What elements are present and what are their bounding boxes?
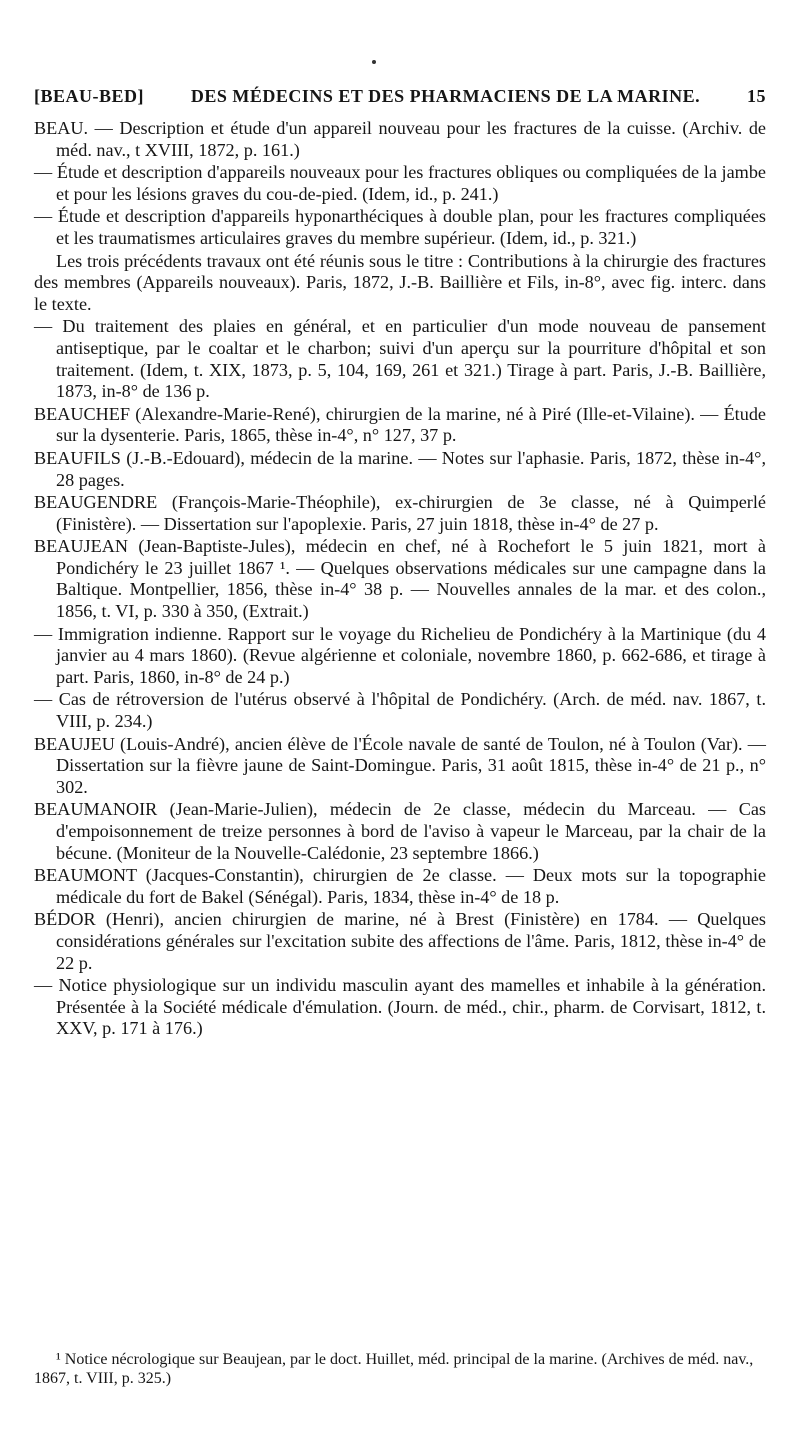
entry: BEAU. — Description et étude d'un appareil nouveau pour les fractures de la cuisse. (Archiv. de méd. nav., t XVIII, 1872, p. 161.)	[34, 118, 766, 160]
header-range: [BEAU-BED]	[34, 86, 145, 106]
entry: — Notice physiologique sur un individu masculin ayant des mamelles et inhabile à la génération. Présentée à la Société médicale d'émulation. (Journ. de méd., chir., pharm. de Corvisart, 1812, t. XXV, p. 171 à 176.)	[34, 975, 766, 1039]
header-title: DES MÉDECINS ET DES PHARMACIENS DE LA MARINE.	[190, 86, 701, 106]
running-header	[34, 86, 766, 107]
entry: — Immigration indienne. Rapport sur le voyage du Richelieu de Pondichéry à la Martinique (du 4 janvier au 4 mars 1860). (Revue algérienne et coloniale, novembre 1860, p. 662-686, et tirage à part. Paris, 1860, in-8° de 24 p.)	[34, 623, 766, 687]
entry: — Étude et description d'appareils hyponarthéciques à double plan, pour les fractures compliquées et les traumatismes articulaires graves du membre supérieur. (Idem, id., p. 321.)	[34, 206, 766, 248]
entry: BEAUCHEF (Alexandre-Marie-René), chirurgien de la marine, né à Piré (Ille-et-Vilaine). — Étude sur la dysenterie. Paris, 1865, thèse in-4°, n° 127, 37 p.	[34, 403, 766, 446]
entry: Les trois précédents travaux ont été réunis sous le titre : Contributions à la chirurgie des fractures des membres (Appareils nouveaux). Paris, 1872, J.-B. Baillière et Fils, in-8°, avec fig. interc. dans le texte.	[34, 250, 766, 314]
entry: — Cas de rétroversion de l'utérus observé à l'hôpital de Pondichéry. (Arch. de méd. nav. 1867, t. VIII, p. 234.)	[34, 689, 766, 732]
entry: — Du traitement des plaies en général, et en particulier d'un mode nouveau de pansement antiseptique, par le coaltar et le charbon; suivi d'un aperçu sur la pourriture d'hôpital et son traitement. (Idem, t. XIX, 1873, p. 5, 104, 169, 261 et 321.) Tirage à part. Paris, J.-B. Baillière, 1873, in-8° de 136 p.	[34, 316, 766, 402]
entry: BEAUJEU (Louis-André), ancien élève de l'École navale de santé de Toulon, né à Toulon (Var). — Dissertation sur la fièvre jaune de Saint-Domingue. Paris, 31 août 1815, thèse in-4° de 21 p., n° 302.	[34, 733, 766, 797]
entry: BEAUGENDRE (François-Marie-Théophile), ex-chirurgien de 3e classe, né à Quimperlé (Finistère). — Dissertation sur l'apoplexie. Paris, 27 juin 1818, thèse in-4° de 27 p.	[34, 492, 766, 534]
entry: — Étude et description d'appareils nouveaux pour les fractures obliques ou compliquées de la jambe et pour les lésions graves du cou-de-pied. (Idem, id., p. 241.)	[34, 162, 766, 204]
entry: BEAUMANOIR (Jean-Marie-Julien), médecin de 2e classe, médecin du Marceau. — Cas d'empoisonnement de treize personnes à bord de l'aviso à vapeur le Marceau, par la chair de la bécune. (Moniteur de la Nouvelle-Calédonie, 23 septembre 1866.)	[34, 799, 766, 863]
entry: BÉDOR (Henri), ancien chirurgien de marine, né à Brest (Finistère) en 1784. — Quelques considérations générales sur l'excitation subite des affections de l'âme. Paris, 1812, thèse in-4° de 22 p.	[34, 909, 766, 973]
page-number: 15	[746, 86, 766, 106]
entry: BEAUFILS (J.-B.-Edouard), médecin de la marine. — Notes sur l'aphasie. Paris, 1872, thèse in-4°, 28 pages.	[34, 447, 766, 490]
entry: BEAUMONT (Jacques-Constantin), chirurgien de 2e classe. — Deux mots sur la topographie médicale du fort de Bakel (Sénégal). Paris, 1834, thèse in-4° de 18 p.	[34, 865, 766, 907]
footnote: ¹ Notice nécrologique sur Beaujean, par le doct. Huillet, méd. principal de la marine. (Archives de méd. nav., 1867, t. VIII, p. 325.)	[34, 1351, 754, 1387]
entries-list	[34, 118, 766, 1041]
book-page	[30, 0, 772, 1431]
entry: BEAUJEAN (Jean-Baptiste-Jules), médecin en chef, né à Rochefort le 5 juin 1821, mort à Pondichéry le 23 juillet 1867 ¹. — Quelques observations médicales sur une campagne dans la Baltique. Montpellier, 1856, thèse in-4° 38 p. — Nouvelles annales de la mar. et des colon., 1856, t. VI, p. 330 à 350, (Extrait.)	[34, 536, 766, 622]
